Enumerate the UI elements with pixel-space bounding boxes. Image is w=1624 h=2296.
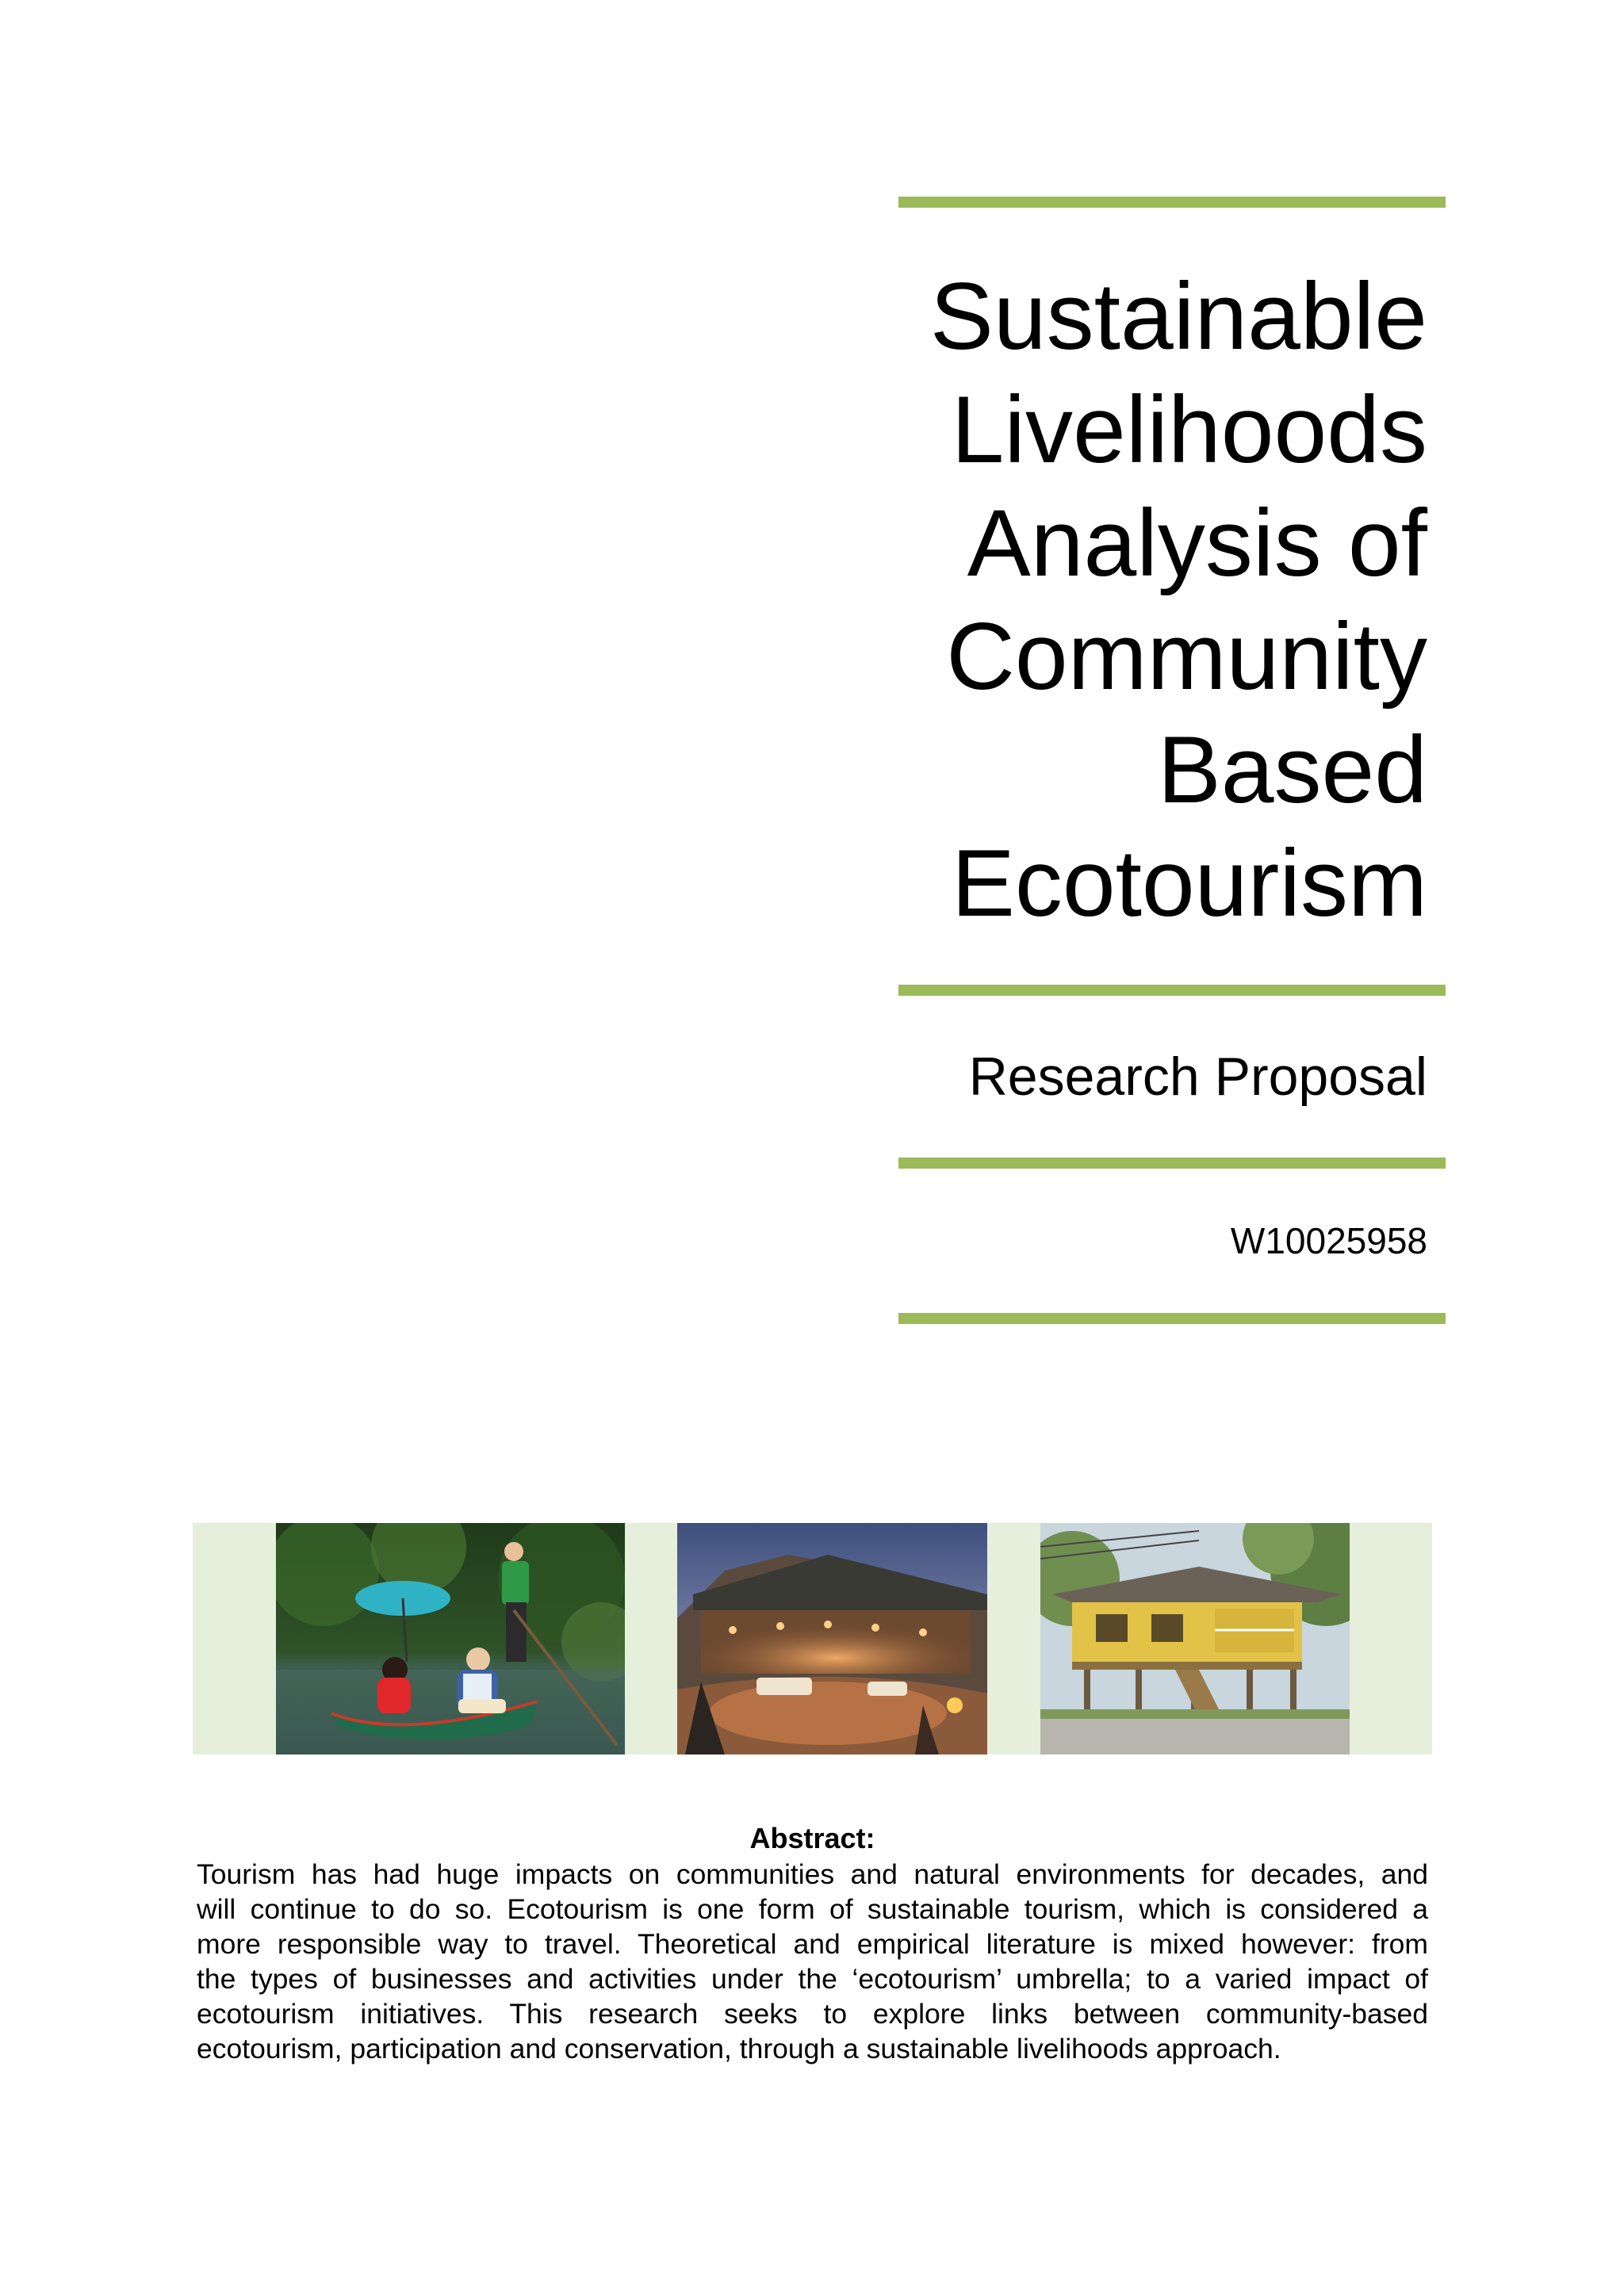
abstract-line: ecotourism, participation and conservation, through a sustainable livelihoods approach. [197, 2033, 1281, 2064]
subtitle-bottom-rule [898, 1158, 1446, 1169]
abstract-line: will continue to do so. Ecotourism is one form of sustainable tourism, which is considered a [197, 1893, 1428, 1925]
title-line: Sustainable [929, 263, 1427, 369]
eco-lodge-photo [677, 1523, 987, 1755]
title-line: Community [946, 603, 1427, 710]
top-rule [898, 197, 1446, 208]
river-boat-photo [276, 1523, 625, 1755]
abstract-heading: Abstract: [749, 1822, 875, 1854]
title-line: Based [1157, 717, 1427, 823]
title-line: Analysis of [967, 490, 1427, 596]
abstract-line: ecotourism initiatives. This research seeks to explore links between community-based [197, 1998, 1428, 2030]
stilt-house-photo [1040, 1523, 1350, 1755]
photo-strip [193, 1523, 1432, 1755]
title-line: Livelihoods [951, 377, 1427, 483]
student-id: W10025958 [1230, 1220, 1427, 1261]
abstract-line: more responsible way to travel. Theoretical and empirical literature is mixed however: from [197, 1928, 1428, 1960]
document-title [872, 260, 1427, 940]
abstract-body [197, 1857, 1428, 2066]
title-line: Ecotourism [951, 830, 1427, 936]
document-subtitle: Research Proposal [968, 1047, 1427, 1107]
abstract-line: Tourism has had huge impacts on communities and natural environments for decades, and [197, 1858, 1428, 1890]
title-bottom-rule [898, 985, 1446, 996]
bottom-rule [898, 1313, 1446, 1324]
abstract-line: the types of businesses and activities under the ‘ecotourism’ umbrella; to a varied impact of [197, 1963, 1428, 1995]
